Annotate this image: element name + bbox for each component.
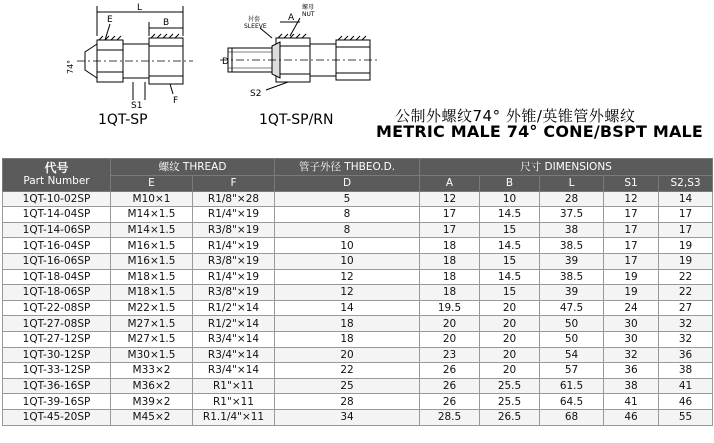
cell-s1: 19 bbox=[604, 285, 659, 301]
nut-cn-label: 螺母 bbox=[302, 4, 315, 11]
dim-e-label: E bbox=[107, 15, 113, 25]
cell-e: M45×2 bbox=[111, 409, 193, 425]
cell-f: R1/2"×14 bbox=[193, 316, 275, 332]
cell-d: 20 bbox=[275, 347, 420, 363]
cell-b: 26.5 bbox=[480, 409, 540, 425]
cell-a: 26 bbox=[420, 378, 480, 394]
cell-a: 23 bbox=[420, 347, 480, 363]
dim-f-label: F bbox=[173, 96, 179, 106]
cell-e: M10×1 bbox=[111, 191, 193, 207]
cell-f: R3/4"×14 bbox=[193, 331, 275, 347]
dim-s1-label: S1 bbox=[131, 101, 143, 110]
cell-l: 50 bbox=[540, 316, 604, 332]
cell-part-number: 1QT-16-06SP bbox=[3, 253, 111, 269]
cell-s2-s3: 36 bbox=[659, 347, 713, 363]
cell-s1: 17 bbox=[604, 238, 659, 254]
cell-s2-s3: 46 bbox=[659, 394, 713, 410]
cell-s2-s3: 17 bbox=[659, 207, 713, 223]
cell-b: 20 bbox=[480, 331, 540, 347]
header-part-en: Part Number bbox=[23, 174, 90, 187]
table-row bbox=[3, 269, 713, 285]
header-part-number bbox=[3, 159, 111, 192]
heading-english: METRIC MALE 74° CONE/BSPT MALE bbox=[376, 122, 704, 141]
cell-part-number: 1QT-27-12SP bbox=[3, 331, 111, 347]
table-row bbox=[3, 316, 713, 332]
drawing-label-1qt-sp: 1QT-SP bbox=[98, 112, 148, 128]
dim-d-label: D bbox=[222, 57, 229, 67]
cell-e: M36×2 bbox=[111, 378, 193, 394]
cell-a: 18 bbox=[420, 269, 480, 285]
cell-d: 12 bbox=[275, 269, 420, 285]
cell-d: 8 bbox=[275, 222, 420, 238]
cell-s1: 32 bbox=[604, 347, 659, 363]
table-row bbox=[3, 363, 713, 379]
cell-a: 12 bbox=[420, 191, 480, 207]
cell-d: 18 bbox=[275, 331, 420, 347]
cell-a: 20 bbox=[420, 316, 480, 332]
cell-l: 28 bbox=[540, 191, 604, 207]
cell-a: 20 bbox=[420, 331, 480, 347]
header-col-a: A bbox=[420, 176, 480, 192]
fitting-drawing-1qt-sp bbox=[55, 0, 205, 110]
cell-d: 34 bbox=[275, 409, 420, 425]
cell-part-number: 1QT-22-08SP bbox=[3, 300, 111, 316]
cell-s1: 30 bbox=[604, 316, 659, 332]
cell-l: 50 bbox=[540, 331, 604, 347]
table-row bbox=[3, 394, 713, 410]
cell-b: 20 bbox=[480, 300, 540, 316]
dim-b-label: B bbox=[163, 18, 170, 28]
cell-a: 17 bbox=[420, 222, 480, 238]
header-thread: 螺纹 THREAD bbox=[111, 159, 275, 176]
cell-a: 26 bbox=[420, 394, 480, 410]
cell-l: 61.5 bbox=[540, 378, 604, 394]
specification-table bbox=[2, 158, 713, 426]
cell-a: 26 bbox=[420, 363, 480, 379]
cell-part-number: 1QT-27-08SP bbox=[3, 316, 111, 332]
cell-s1: 17 bbox=[604, 222, 659, 238]
table-row bbox=[3, 285, 713, 301]
cell-s1: 36 bbox=[604, 363, 659, 379]
header-col-f: F bbox=[193, 176, 275, 192]
header-part-cn: 代号 bbox=[44, 160, 69, 175]
cell-a: 18 bbox=[420, 238, 480, 254]
cell-e: M16×1.5 bbox=[111, 238, 193, 254]
cell-e: M22×1.5 bbox=[111, 300, 193, 316]
cell-e: M33×2 bbox=[111, 363, 193, 379]
cell-part-number: 1QT-39-16SP bbox=[3, 394, 111, 410]
cell-b: 14.5 bbox=[480, 238, 540, 254]
cell-d: 25 bbox=[275, 378, 420, 394]
cell-a: 19.5 bbox=[420, 300, 480, 316]
heading-chinese: 公制外螺纹74° 外锥/英锥管外螺纹 bbox=[395, 107, 636, 125]
header-col-d: D bbox=[275, 176, 420, 192]
cell-d: 10 bbox=[275, 238, 420, 254]
cell-s1: 24 bbox=[604, 300, 659, 316]
cell-l: 54 bbox=[540, 347, 604, 363]
cell-s1: 41 bbox=[604, 394, 659, 410]
cell-d: 18 bbox=[275, 316, 420, 332]
cell-l: 57 bbox=[540, 363, 604, 379]
cell-b: 20 bbox=[480, 363, 540, 379]
technical-drawings bbox=[0, 0, 714, 158]
cell-f: R1/4"×19 bbox=[193, 269, 275, 285]
cell-l: 37.5 bbox=[540, 207, 604, 223]
cell-e: M14×1.5 bbox=[111, 222, 193, 238]
cell-f: R3/8"×19 bbox=[193, 222, 275, 238]
cell-part-number: 1QT-18-06SP bbox=[3, 285, 111, 301]
cell-s2-s3: 38 bbox=[659, 363, 713, 379]
cell-part-number: 1QT-14-04SP bbox=[3, 207, 111, 223]
cell-e: M27×1.5 bbox=[111, 316, 193, 332]
table-row bbox=[3, 238, 713, 254]
cell-d: 22 bbox=[275, 363, 420, 379]
table-row bbox=[3, 300, 713, 316]
cell-d: 14 bbox=[275, 300, 420, 316]
cell-e: M16×1.5 bbox=[111, 253, 193, 269]
cell-d: 8 bbox=[275, 207, 420, 223]
cell-d: 28 bbox=[275, 394, 420, 410]
cell-b: 15 bbox=[480, 253, 540, 269]
cell-s2-s3: 22 bbox=[659, 285, 713, 301]
table-row bbox=[3, 409, 713, 425]
cell-l: 39 bbox=[540, 285, 604, 301]
cell-part-number: 1QT-10-02SP bbox=[3, 191, 111, 207]
dim-l-label: L bbox=[137, 3, 143, 13]
cell-e: M27×1.5 bbox=[111, 331, 193, 347]
cell-s2-s3: 55 bbox=[659, 409, 713, 425]
cell-part-number: 1QT-16-04SP bbox=[3, 238, 111, 254]
cell-b: 25.5 bbox=[480, 378, 540, 394]
cell-b: 10 bbox=[480, 191, 540, 207]
cell-s1: 12 bbox=[604, 191, 659, 207]
cell-s2-s3: 19 bbox=[659, 238, 713, 254]
cell-d: 12 bbox=[275, 285, 420, 301]
fitting-drawing-1qt-sp-rn bbox=[210, 0, 390, 110]
cell-s2-s3: 22 bbox=[659, 269, 713, 285]
cell-s1: 17 bbox=[604, 253, 659, 269]
cell-f: R1/4"×19 bbox=[193, 207, 275, 223]
cell-s2-s3: 14 bbox=[659, 191, 713, 207]
cell-part-number: 1QT-45-20SP bbox=[3, 409, 111, 425]
drawing-label-1qt-sp-rn: 1QT-SP/RN bbox=[259, 112, 334, 128]
cell-s2-s3: 41 bbox=[659, 378, 713, 394]
table-row bbox=[3, 331, 713, 347]
cell-part-number: 1QT-14-06SP bbox=[3, 222, 111, 238]
cell-s1: 46 bbox=[604, 409, 659, 425]
cell-part-number: 1QT-18-04SP bbox=[3, 269, 111, 285]
cell-e: M18×1.5 bbox=[111, 269, 193, 285]
cell-e: M30×1.5 bbox=[111, 347, 193, 363]
cell-b: 15 bbox=[480, 285, 540, 301]
sleeve-en-label: SLEEVE bbox=[244, 23, 267, 30]
cell-l: 38.5 bbox=[540, 238, 604, 254]
cell-f: R1/4"×19 bbox=[193, 238, 275, 254]
table-row bbox=[3, 191, 713, 207]
table-row bbox=[3, 222, 713, 238]
cell-s1: 17 bbox=[604, 207, 659, 223]
cell-a: 17 bbox=[420, 207, 480, 223]
cell-b: 20 bbox=[480, 316, 540, 332]
header-dimensions: 尺寸 DIMENSIONS bbox=[420, 159, 713, 176]
cell-b: 20 bbox=[480, 347, 540, 363]
cell-s2-s3: 19 bbox=[659, 253, 713, 269]
cell-s2-s3: 27 bbox=[659, 300, 713, 316]
header-col-s1: S1 bbox=[604, 176, 659, 192]
cell-part-number: 1QT-30-12SP bbox=[3, 347, 111, 363]
table-row bbox=[3, 253, 713, 269]
table-row bbox=[3, 207, 713, 223]
table-row bbox=[3, 378, 713, 394]
cell-d: 5 bbox=[275, 191, 420, 207]
cell-e: M18×1.5 bbox=[111, 285, 193, 301]
cell-f: R1/8"×28 bbox=[193, 191, 275, 207]
cell-part-number: 1QT-33-12SP bbox=[3, 363, 111, 379]
cell-s1: 30 bbox=[604, 331, 659, 347]
cell-f: R3/4"×14 bbox=[193, 347, 275, 363]
header-col-b: B bbox=[480, 176, 540, 192]
cell-part-number: 1QT-36-16SP bbox=[3, 378, 111, 394]
cell-s1: 19 bbox=[604, 269, 659, 285]
cell-s2-s3: 32 bbox=[659, 331, 713, 347]
cell-f: R3/8"×19 bbox=[193, 253, 275, 269]
cell-f: R1/2"×14 bbox=[193, 300, 275, 316]
cell-l: 39 bbox=[540, 253, 604, 269]
header-tube-od: 管子外径 THBEO.D. bbox=[275, 159, 420, 176]
cell-a: 18 bbox=[420, 253, 480, 269]
nut-en-label: NUT bbox=[302, 11, 315, 18]
dim-a-label: A bbox=[288, 13, 295, 23]
cell-s1: 38 bbox=[604, 378, 659, 394]
dim-s2-label: S2 bbox=[250, 89, 262, 99]
cone-angle-label: 74° bbox=[66, 59, 75, 74]
cell-f: R1"×11 bbox=[193, 394, 275, 410]
cell-a: 28.5 bbox=[420, 409, 480, 425]
cell-f: R1"×11 bbox=[193, 378, 275, 394]
cell-b: 25.5 bbox=[480, 394, 540, 410]
cell-f: R1.1/4"×11 bbox=[193, 409, 275, 425]
cell-f: R3/4"×14 bbox=[193, 363, 275, 379]
cell-b: 14.5 bbox=[480, 269, 540, 285]
cell-s2-s3: 32 bbox=[659, 316, 713, 332]
sleeve-cn-label: 衬套 bbox=[248, 16, 261, 23]
cell-a: 18 bbox=[420, 285, 480, 301]
cell-b: 15 bbox=[480, 222, 540, 238]
cell-e: M14×1.5 bbox=[111, 207, 193, 223]
cell-s2-s3: 17 bbox=[659, 222, 713, 238]
cell-f: R3/8"×19 bbox=[193, 285, 275, 301]
cell-l: 38 bbox=[540, 222, 604, 238]
table-body bbox=[3, 191, 713, 425]
cell-d: 10 bbox=[275, 253, 420, 269]
cell-l: 38.5 bbox=[540, 269, 604, 285]
table-row bbox=[3, 347, 713, 363]
header-col-s2-s3: S2,S3 bbox=[659, 176, 713, 192]
cell-l: 47.5 bbox=[540, 300, 604, 316]
cell-l: 64.5 bbox=[540, 394, 604, 410]
header-col-e: E bbox=[111, 176, 193, 192]
cell-e: M39×2 bbox=[111, 394, 193, 410]
header-col-l: L bbox=[540, 176, 604, 192]
cell-l: 68 bbox=[540, 409, 604, 425]
cell-b: 14.5 bbox=[480, 207, 540, 223]
